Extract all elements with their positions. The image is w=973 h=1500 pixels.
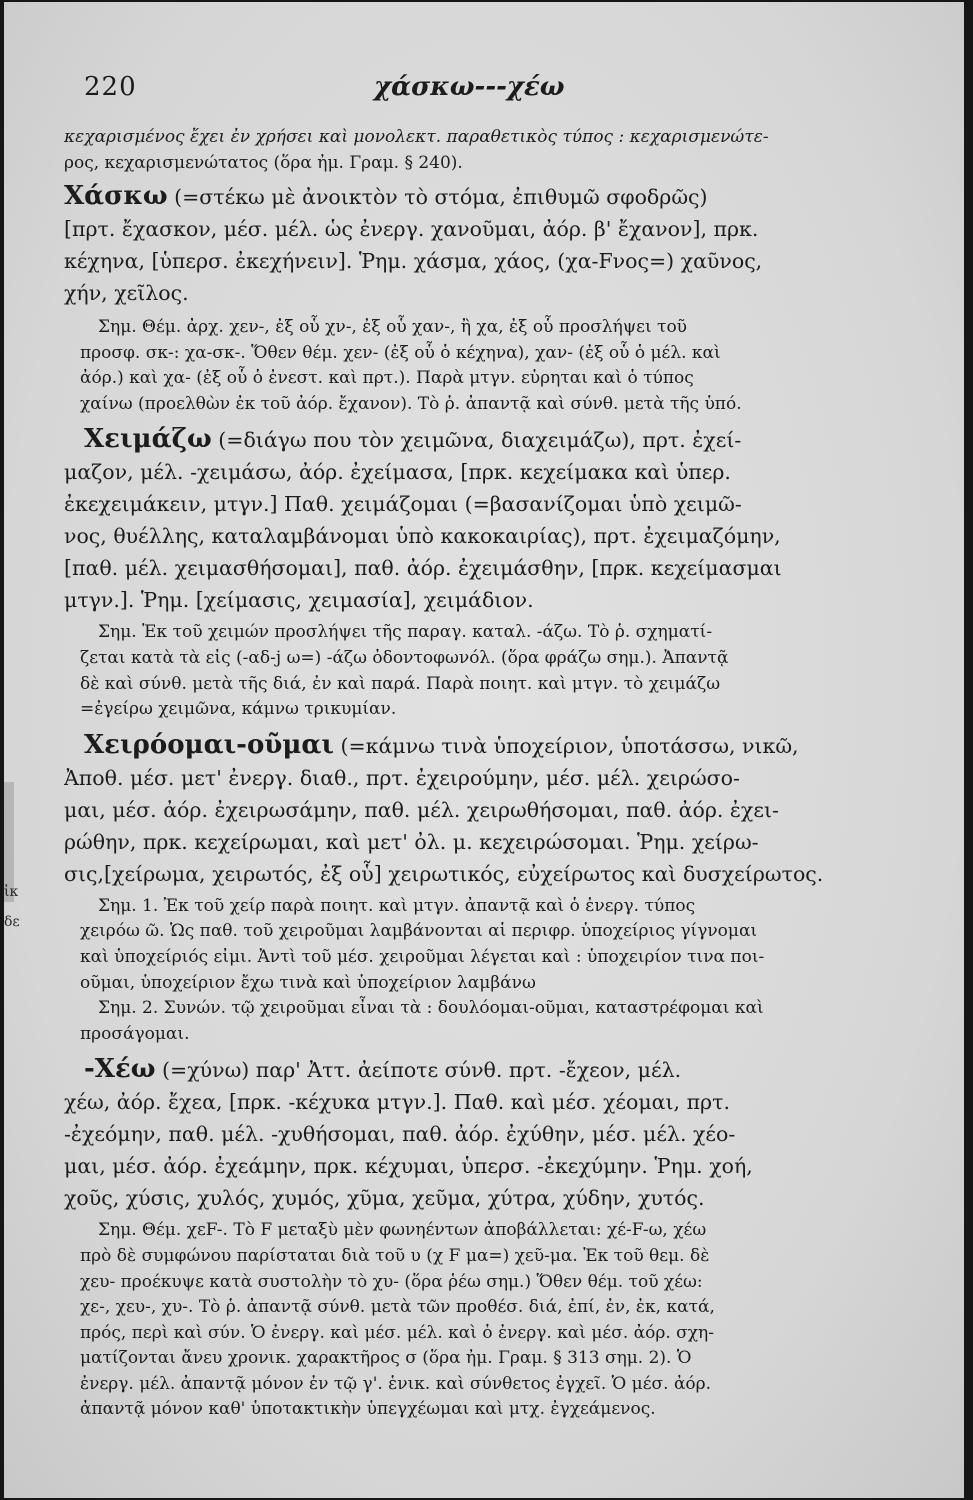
entry-line: Ἀποθ. μέσ. μετ' ἐνεργ. διαθ., πρτ. ἐχειρούμην, μέσ. μέλ. χειρώσο- (64, 765, 740, 790)
note-line: δὲ καὶ σύνθ. μετὰ τῆς διά, ἐν καὶ παρά. Παρὰ ποιητ. καὶ μτγν. τὸ χειμάζω (80, 673, 721, 694)
entry-line: [παθ. μέλ. χειμασθήσομαι], παθ. ἀόρ. ἐχειμάσθην, [πρκ. κεχείμασμαι (64, 556, 782, 581)
continuation-block (64, 124, 854, 176)
dictionary-entry (64, 1053, 854, 1423)
note-line: χαίνω (προελθὼν ἐκ τοῦ ἀόρ. ἔχανον). Τὸ ῥ. ἀπαντᾷ καὶ σύνθ. μετὰ τῆς ὑπό. (80, 393, 742, 414)
entry-line: χοῦς, χύσις, χυλός, χυμός, χῦμα, χεῦμα, χύτρα, χύδην, χυτός. (64, 1186, 705, 1211)
entry-line: χέω, ἀόρ. ἔχεα, [πρκ. -κέχυκα μτγν.]. Παθ. καὶ μέσ. χέομαι, πρτ. (64, 1090, 730, 1115)
entry-definition: (=στέκω μὲ ἀνοικτὸν τὸ στόμα, ἐπιθυμῶ σφοδρῶς) (167, 185, 708, 209)
note-line: πρός, περὶ καὶ σύν. Ὁ ἐνεργ. καὶ μέσ. μέλ. καὶ ὁ ἐνεργ. καὶ μέσ. ἀόρ. σχη- (80, 1322, 714, 1343)
margin-mark: δε (4, 914, 20, 930)
entry-note (64, 894, 854, 1048)
entry-headword: -Χέω (84, 1054, 156, 1085)
entry-line: μαι, μέσ. ἀόρ. ἐχεάμην, πρκ. κέχυμαι, ὑπερσ. -ἐκεχύμην. Ῥημ. χοή, (64, 1154, 753, 1179)
entry-line: ἐκεχειμάκειν, μτγν.] Παθ. χειμάζομαι (=βασανίζομαι ὑπὸ χειμῶ- (64, 492, 742, 517)
entry-line: χήν, χεῖλος. (64, 281, 189, 305)
note-line: οῦμαι, ὑποχείριον ἔχω τινὰ καὶ ὑποχείριον λαμβάνω (80, 972, 536, 993)
entry-note (64, 315, 854, 417)
entry-first-line (64, 1053, 854, 1086)
note-line: ἀπαντᾷ μόνον καθ' ὑποτακτικὴν ὑπεγχέωμαι καὶ μτχ. ἐγχεάμενος. (80, 1399, 656, 1420)
entry-line: μτγν.]. Ῥημ. [χείμασις, χειμασία], χειμάδιον. (64, 588, 534, 613)
entry-line: -ἐχεόμην, παθ. μέλ. -χυθήσομαι, παθ. ἀόρ. ἐχύθην, μέσ. μέλ. χέο- (64, 1122, 736, 1147)
continuation-line: ρος, κεχαρισμενώτατος (ὅρα ἠμ. Γραμ. § 240). (64, 153, 463, 173)
dictionary-entry (64, 423, 854, 722)
note-line: Σημ. Ἐκ τοῦ χειμών προσλήψει τῆς παραγ. καταλ. -άζω. Τὸ ῥ. σχηματί- (98, 622, 713, 643)
entry-line: μαζον, μέλ. -χειμάσω, ἀόρ. ἐχείμασα, [πρκ. κεχείμακα καὶ ὑπερ. (64, 460, 731, 485)
entry-definition: (=κάμνω τινὰ ὑποχείριον, ὑποτάσσω, νικῶ, (333, 733, 799, 758)
note-line: ἀόρ.) καὶ χα- (ἐξ οὗ ὁ ἐνεστ. καὶ πρτ.). Παρὰ μτγν. εὑρηται καὶ ὁ τύπος (80, 368, 694, 389)
page-header (84, 72, 924, 112)
entry-first-line (64, 729, 854, 762)
continuation-line: κεχαρισμένος ἔχει ἐν χρήσει καὶ μονολεκτ. παραθετικὸς τύπος : κεχαρισμενώτε- (64, 127, 769, 147)
page-number: 220 (84, 72, 137, 102)
note-line: χε-, χευ-, χυ-. Τὸ ῥ. ἀπαντᾷ σύνθ. μετὰ τῶν προθέσ. διά, ἐπί, ἐν, ἐκ, κατά, (80, 1297, 715, 1318)
entry-first-line (64, 180, 854, 213)
note-line: ἐνεργ. μέλ. ἀπαντᾷ μόνον ἐν τῷ γ'. ἑνικ. καὶ σύνθετος ἐγχεῖ. Ὁ μέσ. ἀόρ. (80, 1373, 712, 1394)
margin-mark: ἰκ (4, 884, 19, 900)
note-line: προσάγομαι. (80, 1023, 190, 1044)
dictionary-entry (64, 729, 854, 1048)
note-line: πρὸ δὲ συμφώνου παρίσταται διὰ τοῦ υ (χ F μα=) χεῦ-μα. Ἐκ τοῦ θεμ. δὲ (80, 1245, 710, 1266)
note-line: =ἐγείρω χειμῶνα, κάμνω τρικυμίαν. (80, 699, 397, 720)
note-line: Σημ. 1. Ἐκ τοῦ χείρ παρὰ ποιητ. καὶ μτγν. ἀπαντᾷ καὶ ὁ ἐνεργ. τύπος (98, 895, 696, 916)
entry-definition: (=χύνω) παρ' Ἀττ. ἀείποτε σύνθ. πρτ. -ἔχεον, μέλ. (155, 1058, 682, 1083)
entry-note (64, 620, 854, 722)
running-head: χάσκω---χέω (374, 72, 565, 102)
entry-headword: Χειμάζω (84, 424, 212, 455)
note-line: χειρόω ῶ. Ὡς παθ. τοῦ χειροῦμαι λαμβάνονται αἱ περιφρ. ὑποχείριος γίγνομαι (80, 921, 758, 942)
entry-note (64, 1218, 854, 1423)
entry-line: ρώθην, πρκ. κεχείρωμαι, καὶ μετ' ὀλ. μ. κεχειρώσομαι. Ῥημ. χείρω- (64, 829, 759, 854)
note-line: Σημ. Θέμ. ἀρχ. χεν-, ἐξ οὗ χν-, ἐξ οὗ χαν-, ἢ χα, ἐξ οὗ προσλήψει τοῦ (98, 317, 688, 337)
entry-line: [πρτ. ἔχασκον, μέσ. μέλ. ὡς ἐνεργ. χανοῦμαι, ἀόρ. β' ἔχανον], πρκ. (64, 217, 759, 241)
book-page (4, 2, 964, 1498)
note-line: προσφ. σκ-: χα-σκ-. Ὅθεν θέμ. χεν- (ἐξ οὗ ὁ κέχηνα), χαν- (ἐξ οὗ ὁ μέλ. καὶ (80, 342, 721, 363)
entry-line: μαι, μέσ. ἀόρ. ἐχειρωσάμην, παθ. μέλ. χειρωθήσομαι, παθ. ἀόρ. ἐχει- (64, 797, 779, 822)
note-line: ματίζονται ἄνευ χρονικ. χαρακτῆρος σ (ὅρα ἠμ. Γραμ. § 313 σημ. 2). Ὁ (80, 1348, 692, 1369)
entry-line: σις,[χείρωμα, χειρωτός, ἐξ οὗ] χειρωτικός, εὐχείρωτος καὶ δυσχείρωτος. (64, 861, 824, 886)
note-line: ζεται κατὰ τὰ εἰς (-αδ-j ω=) -άζω ὀδοντοφωνόλ. (ὅρα φράζω σημ.). Ἀπαντᾷ (80, 647, 729, 668)
note-line: χευ- προέκυψε κατὰ συστολὴν τὸ χυ- (ὅρα ῥέω σημ.) Ὅθεν θέμ. τοῦ χέω: (80, 1271, 703, 1292)
note-line: Σημ. Θέμ. χεF-. Τὸ F μεταξὺ μὲν φωνηέντων ἀποβάλλεται: χέ-F-ω, χέω (98, 1220, 707, 1241)
dictionary-text (64, 124, 854, 1423)
entry-line: κέχηνα, [ὑπερσ. ἐκεχήνειν]. Ῥημ. χάσμα, χάος, (χα-Fνος=) χαῦνος, (64, 249, 763, 273)
dictionary-entry (64, 180, 854, 417)
entry-headword: Χάσκω (64, 181, 168, 211)
entry-line: νος, θυέλλης, καταλαμβάνομαι ὑπὸ κακοκαιρίας), πρτ. ἐχειμαζόμην, (64, 524, 781, 549)
note-line: καὶ ὑποχείριός εἰμι. Ἀντὶ τοῦ μέσ. χειροῦμαι λέγεται καὶ : ὑποχειρίον τινα ποι- (80, 946, 765, 967)
entry-definition: (=διάγω που τὸν χειμῶνα, διαχειμάζω), πρτ. ἐχεί- (211, 428, 742, 453)
entry-first-line (64, 423, 854, 456)
note-line: Σημ. 2. Συνών. τῷ χειροῦμαι εἶναι τὰ : δουλόομαι-οῦμαι, καταστρέφομαι καὶ (98, 998, 764, 1019)
entry-headword: Χειρόομαι-οῦμαι (84, 729, 334, 760)
